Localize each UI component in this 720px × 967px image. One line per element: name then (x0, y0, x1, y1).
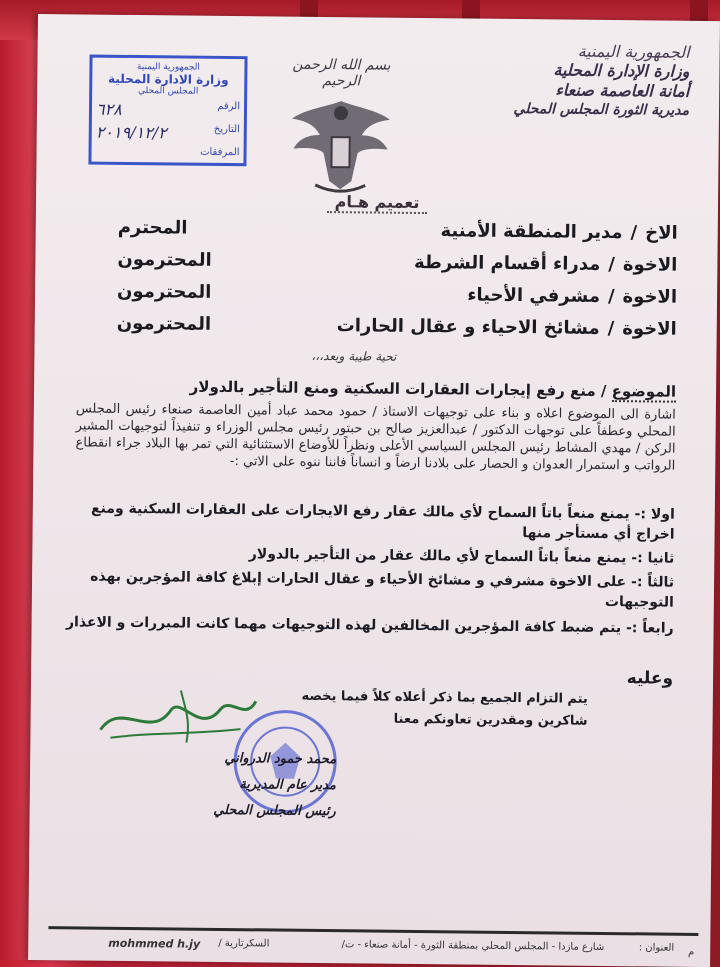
emblem (280, 57, 401, 198)
signatory-name: محمد حمود الدرواني (224, 750, 337, 768)
addressee-honorific: المحترمون (116, 312, 212, 335)
addressee-honorific: المحترمون (116, 280, 212, 303)
stamp-date-value: ٢٠١٩/١٢/٢ (95, 122, 167, 143)
subject-text: منع رفع إيجارات العقارات السكنية ومنع التأجير بالدولار (189, 377, 596, 400)
stamp-ministry: وزارة الادارة المحلية (107, 71, 229, 87)
footer-address-label: العنوان : (638, 942, 675, 954)
registration-stamp (88, 55, 247, 167)
document-page (28, 14, 720, 967)
eagle-emblem-icon (285, 89, 396, 200)
subject-label: الموضوع (611, 382, 677, 401)
closing-line-1: يتم التزام الجميع بما ذكر أعلاه كلاً فيما يخصه (301, 688, 588, 707)
directive-item: رابعاً :- يتم ضبط كافة المؤجرين المخالفين لهذه التوجيهات مهما كانت المبررات و الاعذار (65, 614, 674, 637)
stamp-number-value: ٦٢٨ (95, 99, 122, 119)
stamp-number-label: الرقم (217, 100, 241, 113)
wa-alayh: وعليه (626, 668, 674, 689)
directive-item: اولا :- يمنع منعاً باتاً السماح لأي مالك عقار رفع الايجارات على العقارات السكنية ومنع اخراج أي مستأجر منها (90, 500, 675, 543)
addressee-row: الاخ / مدير المنطقة الأمنية المحترم (117, 216, 678, 244)
footer-mark: م (687, 946, 695, 958)
letterhead-secretariat: أمانة العاصمة صنعاء (555, 80, 690, 101)
greeting: تحية طيبة وبعد،،، (311, 348, 397, 364)
addressee-honorific: المحترم (117, 216, 188, 239)
document-title: تعميم هـام (36, 189, 718, 215)
stamp-date-row (96, 123, 240, 144)
stamp-date-label: التاريخ (213, 123, 240, 136)
footer-divider (48, 926, 698, 936)
footer (48, 936, 695, 958)
addressee-row: الاخوة / مشائخ الاحياء و عقال الحارات المحترمون (116, 312, 677, 340)
stamp-republic: الجمهورية اليمنية (136, 62, 200, 73)
signatory-role: رئيس المجلس المحلي (213, 802, 336, 820)
signature-block (96, 745, 337, 826)
footer-signer: mohmmed h.jy (108, 936, 201, 951)
body-paragraph: اشارة الى الموضوع اعلاه و بناء على توجيهات الاستاذ / حمود محمد عباد أمين العاصمة صنعاء رئيس المجلس المحلي وعطفاً على توجهات الدكتور / عبدالعزيز صالح بن حبتور رئيس مجلس الوزراء و تنفيذاً لتوجيهات المشير الركن / مهدي المشاط رئيس المجلس السياسي الأعلى ونظراً للأوضاع الاستثنائية التي تمر بها البلاد جراء انقطاع الرواتب و استمرار العدوان و الحصار على بلادنا ارضاً و انساناً فاننا ننوه على الاتي :- (75, 401, 676, 474)
letterhead-ministry: وزارة الإدارة المحلية (553, 60, 690, 81)
letterhead-directorate: مديرية الثورة المجلس المحلي (513, 100, 690, 119)
subject-line: الموضوع / منع رفع إيجارات العقارات السكنية ومنع التأجير بالدولار (189, 377, 677, 401)
stamp-attachments-label: المرفقات (200, 146, 240, 159)
footer-address: شارع مازدا - المجلس المحلي بمنطقة الثورة - أمانة صنعاء - ت/ (341, 939, 605, 953)
signatory-position: مدير عام المديرية (239, 777, 337, 794)
stamp-number-row (96, 100, 240, 121)
addressee-row: الاخوة / مدراء أقسام الشرطة المحترمون (117, 248, 678, 276)
stamp-attachments-row (96, 146, 240, 159)
letterhead-right (469, 41, 690, 120)
directive-item: ثانيا :- يمنع منعاً باتاً السماح لأي مالك عقار من التأجير بالدولار (248, 546, 675, 567)
addressee-honorific: المحترمون (117, 248, 212, 271)
basmala: بسم الله الرحمن الرحيم (292, 56, 391, 90)
closing-line-2: شاكرين ومقدرين تعاونكم معنا (393, 711, 588, 729)
addressee-row: الاخوة / مشرفي الأحياء المحترمون (116, 280, 678, 308)
directive-item: ثالثاً :- على الاخوة مشرفي و مشائخ الأحياء و عقال الحارات إبلاغ كافة المؤجرين بهذه التوجيهات (90, 568, 675, 611)
letterhead-republic: الجمهورية اليمنية (577, 41, 690, 62)
footer-secretary: السكرتارية / (218, 937, 270, 950)
stamp-council: المجلس المحلي (137, 86, 199, 97)
